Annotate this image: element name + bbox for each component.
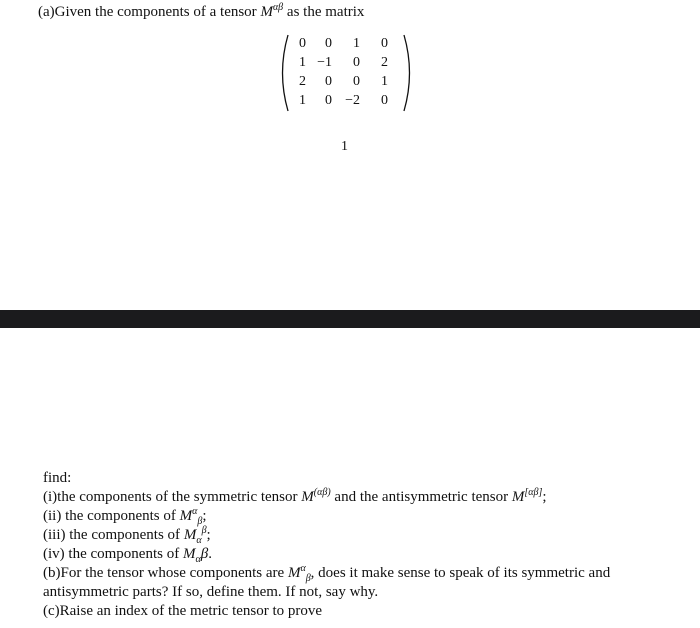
heading-suffix: as the matrix (283, 4, 365, 20)
question-iii-end: ; (206, 527, 211, 543)
symmetric-indices: (αβ) (313, 487, 331, 498)
matrix (276, 33, 416, 113)
upper-index: α (192, 506, 198, 517)
lower-index: β (197, 516, 203, 527)
page-number: 1 (341, 139, 348, 154)
question-b (43, 564, 610, 582)
question-i-text: (i)the components of the symmetric tensor (43, 489, 302, 505)
symbol-m-2: M (511, 489, 525, 505)
tensor-superscript: αβ (272, 2, 284, 13)
symbol-m: M (183, 527, 197, 543)
question-b-line2: antisymmetric parts? If so, define them. If not, say why. (43, 584, 379, 600)
matrix-cell: 2 (299, 74, 306, 89)
symbol-m: M (301, 489, 314, 505)
lower-index: α (196, 535, 202, 546)
tensor-symbol: M (260, 4, 273, 20)
matrix-cell: 0 (325, 36, 332, 51)
question-iv-end: . (208, 546, 212, 562)
question-iv (43, 545, 212, 563)
question-i-end: ; (542, 489, 547, 505)
matrix-cell: −2 (345, 93, 360, 108)
matrix-cell: 0 (353, 55, 360, 70)
antisymmetric-indices: [αβ] (524, 487, 543, 498)
question-ii (43, 507, 207, 525)
matrix-cell: 0 (325, 74, 332, 89)
page-divider (0, 310, 700, 328)
matrix-cell: 1 (381, 74, 388, 89)
question-b-text: (b)For the tensor whose components are (43, 565, 288, 581)
question-ii-end: ; (202, 508, 207, 524)
matrix-cell: 0 (299, 36, 306, 51)
question-b-text-2: , does it make sense to speak of its symmetric and (310, 565, 611, 581)
matrix-cell: 0 (381, 36, 388, 51)
symbol-m: M (287, 565, 301, 581)
question-ii-text: (ii) the components of (43, 508, 180, 524)
symbol-m: M (179, 508, 193, 524)
lower-index: α (195, 554, 201, 565)
question-iii (43, 526, 211, 544)
question-i-text-2: and the antisymmetric tensor (330, 489, 512, 505)
matrix-cell: 1 (299, 93, 306, 108)
upper-index: α (300, 563, 306, 574)
find-label: find: (43, 470, 72, 486)
beta-symbol: β (200, 546, 209, 562)
question-c: (c)Raise an index of the metric tensor to prove (43, 603, 323, 619)
symbol-m: M (182, 546, 196, 562)
matrix-cell: 1 (353, 36, 360, 51)
matrix-cell: 1 (299, 55, 306, 70)
matrix-cell: −1 (317, 55, 332, 70)
matrix-cell: 0 (381, 93, 388, 108)
question-i (43, 488, 547, 506)
question-iii-text: (iii) the components of (43, 527, 184, 543)
question-iv-text: (iv) the components of (43, 546, 183, 562)
right-paren (402, 33, 416, 113)
lower-index: β (305, 573, 311, 584)
upper-index: β (201, 525, 207, 536)
matrix-cell: 0 (353, 74, 360, 89)
heading (38, 3, 364, 21)
matrix-cell: 2 (381, 55, 388, 70)
matrix-cell: 0 (325, 93, 332, 108)
heading-prefix: (a)Given the components of a tensor (38, 4, 261, 20)
